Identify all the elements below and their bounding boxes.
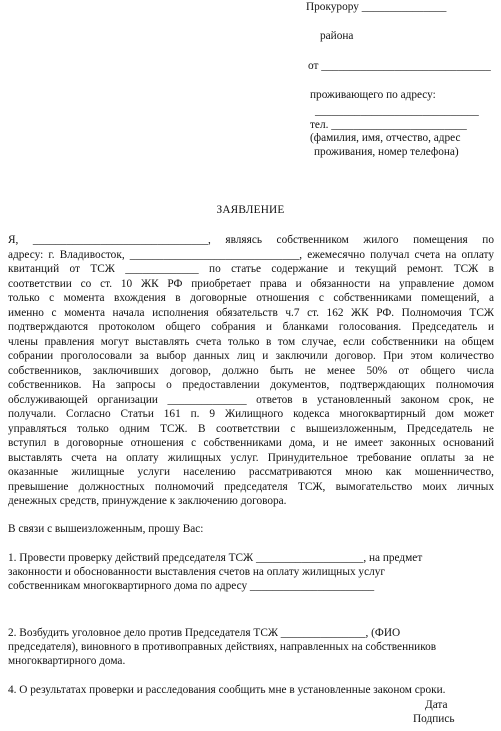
body-line: собственников. На запросы о предоставлении документов, подтверждающих полномочия	[8, 379, 494, 391]
body-line: вступил в договорные отношения с собственниками дома, и не имеет законных оснований	[8, 437, 494, 449]
body-line: соответствии со ст. 10 ЖК РФ приобретает права и обязанности на управление домом	[8, 277, 494, 290]
item-2-line: 2. Возбудить уголовное дело против Председателя ТСЖ _______________, (ФИО	[8, 627, 401, 639]
item-1-line: собственникам многоквартирного дома по адресу ______________________	[8, 580, 375, 592]
header-residing: проживающего по адресу:	[310, 89, 436, 101]
body-line: только с момента вхождения в договорные отношения с собственниками помещений, а	[8, 292, 494, 304]
header-hint-line-2: проживания, номер телефона)	[314, 146, 459, 158]
body-line: собрании проголосовали за выбор данных лиц и заключили договор. При этом количество	[8, 350, 494, 362]
body-line: выставлять счета на оплату жилищных услуг. Принудительное требование оплаты за не	[8, 451, 494, 464]
body-line: именно с момента начала исполнения обязательств ч.7 ст. 162 ЖК РФ. Полномочия ТСЖ	[8, 306, 494, 319]
body-line: оказанные жилищные услуги населению рассматриваются мною как мошенничество,	[8, 466, 494, 478]
body-line: превышение должностных полномочий председателя ТСЖ, вымогательство моих личных	[8, 480, 494, 493]
body-line: члены правления могут выставлять счета только в том случае, если собственники на общем	[8, 335, 494, 348]
body-line: подтверждаются протоколом общего собрания и бланками голосования. Председатель и	[8, 321, 494, 333]
header-address-blank: _____________________________	[315, 105, 479, 117]
header-hint-line-1: (фамилия, имя, отчество, адрес	[310, 132, 461, 144]
header-from: от ______________________________	[308, 60, 491, 72]
footer-date: Дата	[425, 699, 448, 711]
item-2-line: председателя), виновного в противоправных действиях, направленных на собственников	[8, 641, 437, 653]
item-1-line: 1. Провести проверку действий председателя ТСЖ ___________________, на предмет	[8, 552, 423, 564]
item-4-line: 4. О результатах проверки и расследования сообщить мне в установленные законом сроки.	[8, 684, 446, 696]
header-to-prosecutor: Прокурору _______________	[306, 1, 447, 13]
request-intro: В связи с вышеизложенным, прошу Вас:	[8, 523, 204, 535]
document-title: ЗАЯВЛЕНИЕ	[216, 204, 285, 216]
body-line: Я, _______________________________, являясь собственником жилого помещения по	[8, 234, 494, 246]
item-2-line: многоквартирного дома.	[8, 655, 126, 667]
item-1-line: законности и обоснованности выставления счетов на оплату жилищных услуг	[8, 566, 386, 578]
body-line: получали. Согласно Статьи 161 п. 9 Жилищного кодекса многоквартирный дом может	[8, 408, 494, 420]
body-line: квитанций от ТСЖ _____________ по статье содержание и текущий ремонт. ТСЖ в	[8, 263, 494, 275]
body-line: обслуживающей организации ______________ ответов в установленный законом срок, не	[8, 393, 494, 406]
body-line: управляться только одним ТСЖ. В соответствии с вышеизложенным, Председатель не	[8, 422, 494, 435]
body-line: адресу: г. Владивосток, ______________________________, ежемесячно получал счета на оплату	[8, 248, 494, 261]
footer-signature: Подпись	[413, 713, 455, 725]
body-line: собственников, заключивших договор, должно быть не менее 50% от общего числа	[8, 364, 494, 377]
body-line: денежных средств, принуждение к заключению договора.	[8, 495, 287, 507]
header-tel: тел. ________________________	[310, 119, 467, 131]
header-district: района	[320, 30, 354, 42]
